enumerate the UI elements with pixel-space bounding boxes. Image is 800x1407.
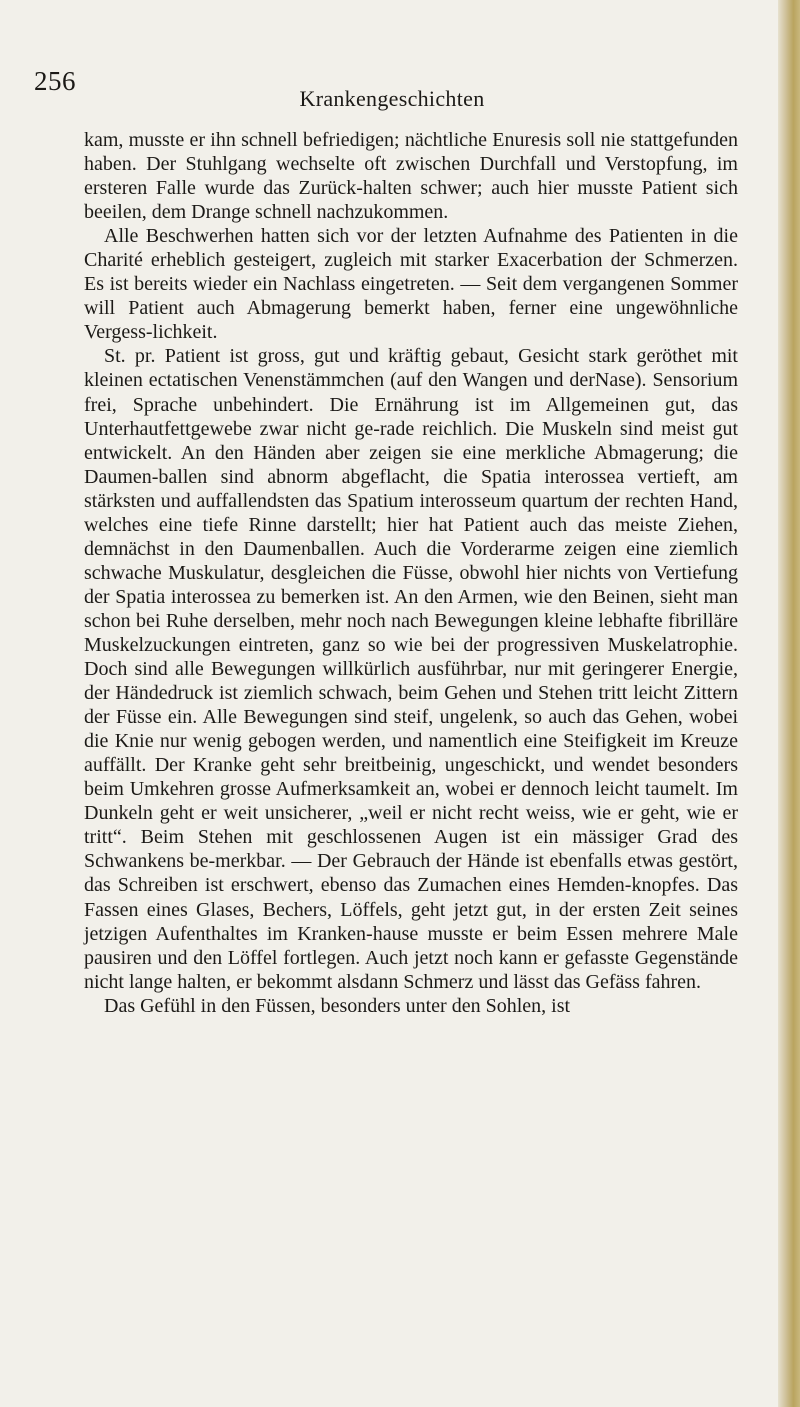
paragraph-4: Das Gefühl in den Füssen, besonders unter den Sohlen, ist [104,994,571,1017]
body-text [84,128,738,1018]
page-edge-strip [778,0,800,1407]
paragraph-1: kam, musste er ihn schnell befriedigen; nächtliche Enuresis soll nie stattgefunden haben. Der Stuhlgang wechselte oft zwischen Durchfall und Verstopfung, im ersteren Falle wurde das Zurück-halten schwer; auch hier musste Patient sich beeilen, dem Drange schnell nachzukommen. [84,129,738,224]
paragraph-2: Alle Beschwerhen hatten sich vor der letzten Aufnahme des Patienten in die Charité erheblich gesteigert, zugleich mit starker Exacerbation der Schmerzen. Es ist bereits wieder ein Nachlass eingetreten. — Seit dem vergangenen Sommer will Patient auch Abmagerung bemerkt haben, ferner eine ungewöhnliche Vergess-lichkeit. [84,225,738,344]
running-head: Krankengeschichten [299,86,485,111]
paragraph-3: St. pr. Patient ist gross, gut und kräftig gebaut, Gesicht stark geröthet mit kleinen ectatischen Venenstämmchen (auf den Wangen und derNase). Sensorium frei, Sprache unbehindert. Die Ernährung ist im Allgemeinen gut, das Unterhautfettgewebe zwar nicht ge-rade reichlich. Die Muskeln sind meist gut entwickelt. An den Händen aber zeigen sie eine merkliche Abmagerung; die Daumen-ballen sind abnorm abgeflacht, die Spatia interossea vertieft, am stärksten und auffallendsten das Spatium interosseum quartum der rechten Hand, welches eine tiefe Rinne darstellt; hier hat Patient auch das meiste Ziehen, demnächst in den Daumenballen. Auch die Vorderarme zeigen eine ziemlich schwache Muskulatur, desgleichen die Füsse, obwohl hier nichts von Vertiefung der Spatia interossea zu bemerken ist. An den Armen, wie den Beinen, sieht man schon bei Ruhe derselben, mehr noch nach Bewegungen kleine lebhafte fibrilläre Muskelzuckungen eintreten, ganz so wie bei der progressiven Muskelatrophie. Doch sind alle Bewegungen willkürlich ausführbar, nur mit geringerer Energie, der Händedruck ist ziemlich schwach, beim Gehen und Stehen tritt leicht Zittern der Füsse ein. Alle Bewegungen sind steif, ungelenk, so auch das Gehen, wobei die Knie nur wenig gebogen werden, und namentlich eine Steifigkeit im Kreuze auffällt. Der Kranke geht sehr breitbeinig, ungeschickt, und wendet besonders beim Umkehren grosse Aufmerksamkeit an, wobei er dennoch leicht taumelt. Im Dunkeln geht er weit unsicherer, „weil er nicht recht weiss, wie er geht, wie er tritt“. Beim Stehen mit geschlossenen Augen ist ein mässiger Grad des Schwankens be-merkbar. — Der Gebrauch der Hände ist ebenfalls etwas gestört, das Schreiben ist erschwert, ebenso das Zumachen eines Hemden-knopfes. Das Fassen eines Glases, Bechers, Löffels, geht jetzt gut, in der ersten Zeit seines jetzigen Aufenthaltes im Kranken-hause musste er beim Essen mehrere Male pausiren und den Löffel fortlegen. Auch jetzt noch kann er gefasste Gegenstände nicht lange halten, er bekommt alsdann Schmerz und lässt das Gefäss fahren. [84,345,738,993]
page-number: 256 [34,66,76,96]
